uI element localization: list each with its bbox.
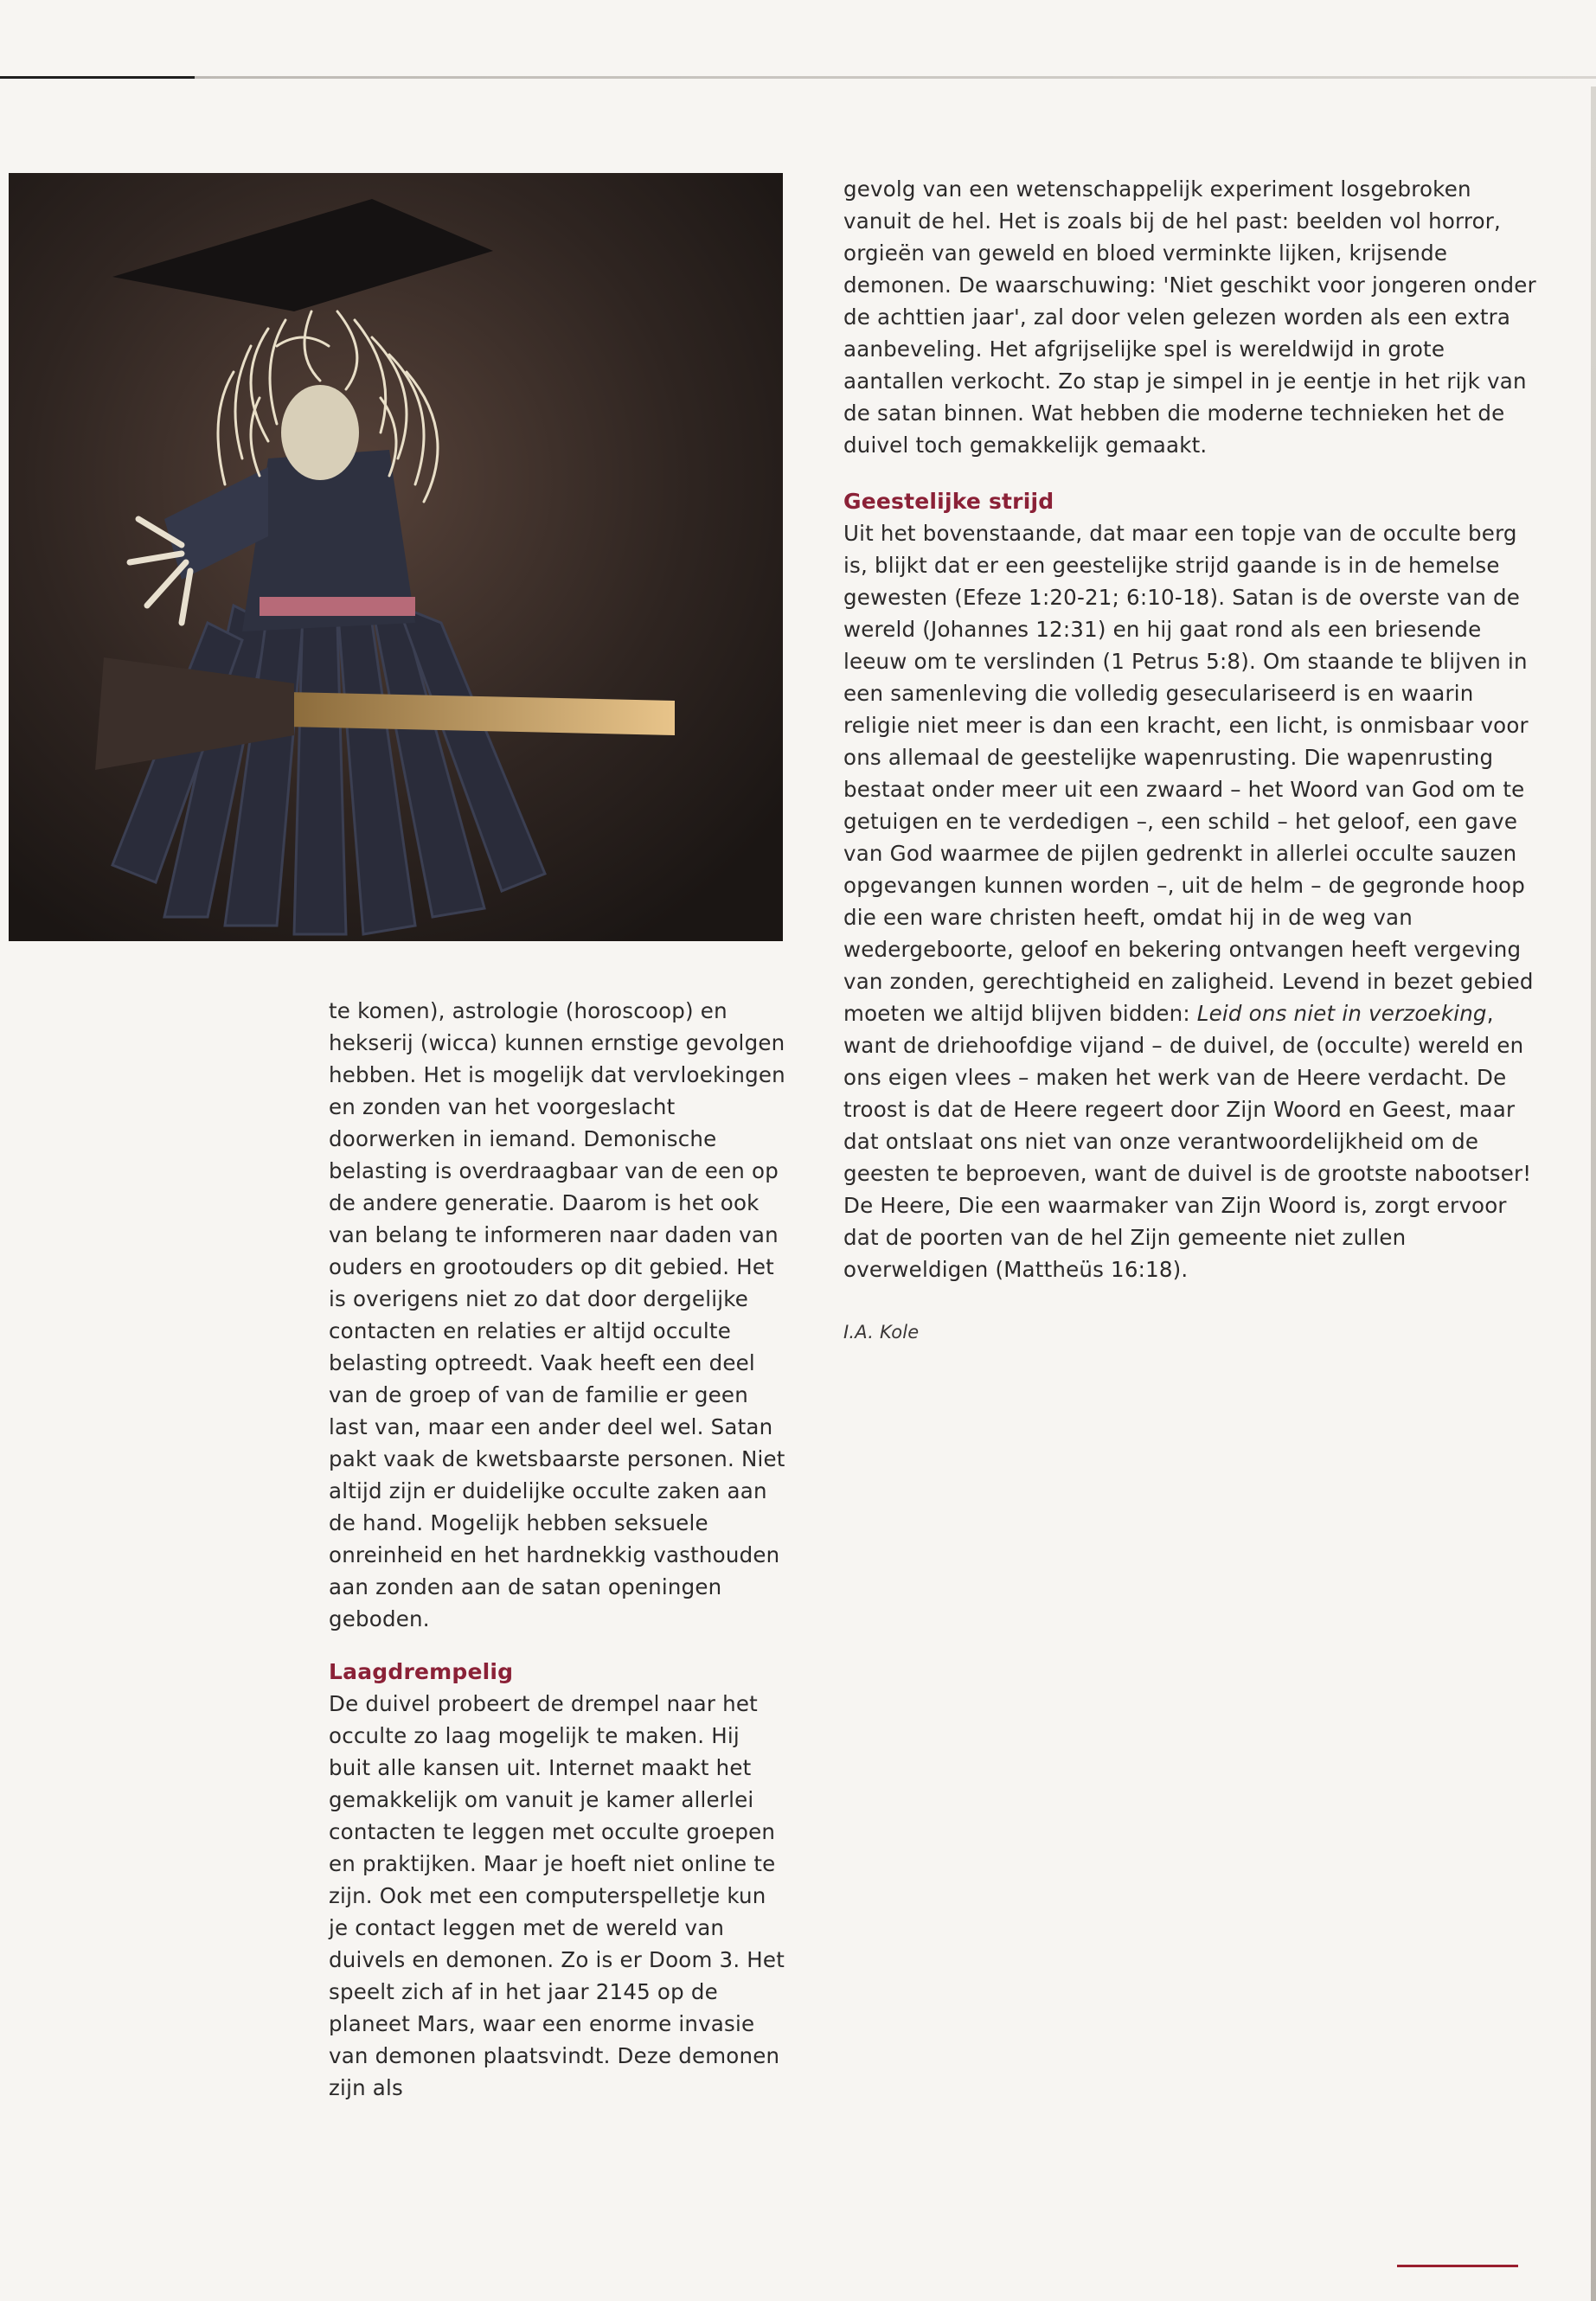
right-paragraph-2-part-a: Uit het bovenstaande, dat maar een topje van de occulte berg is, blijkt dat er een geestelijke strijd gaande is in de hemelse gewesten (Efeze 1:20-21; 6:10-18). Satan is de overste van de wereld (Johannes 12:31) en hij gaat rond als een briesende leeuw om te verslinden (1 Petrus 5:8). Om staande te blijven in een samenleving die volledig geseculariseerd is en waarin religie niet meer is dan een kracht, een licht, is onmisbaar voor ons allemaal de geestelijke wapenrusting. Die wapenrusting bestaat onder meer uit een zwaard – het Woord van God om te getuigen en te verdedigen –, een schild – het geloof, een gave van God waarmee de pijlen gedrenkt in allerlei occulte sauzen opgevangen kunnen worden –, uit de helm – de gegronde hoop die een ware christen heeft, omdat hij in de weg van wedergeboorte, geloof en bekering ontvangen heeft vergeving van zonden, gerechtigheid en zaligheid. Levend in bezet gebied moeten we altijd blijven bidden:: [843, 521, 1534, 1026]
page-edge-shadow: [1591, 87, 1596, 2301]
prayer-quote: Leid ons niet in verzoeking: [1196, 1001, 1487, 1026]
right-text-column: [843, 173, 1544, 1349]
author-credit: I.A. Kole: [843, 1322, 920, 1343]
witch-doll-photo: [9, 173, 783, 941]
top-rule: [0, 76, 1596, 79]
left-paragraph-2: De duivel probeert de drempel naar het occulte zo laag mogelijk te maken. Hij buit alle kansen uit. Internet maakt het gemakkelijk om vanuit je kamer allerlei contacten te leggen met occulte groepen en praktijken. Maar je hoeft niet online te zijn. Ook met een computerspelletje kun je contact leggen met de wereld van duivels en demonen. Zo is er Doom 3. Het speelt zich af in het jaar 2145 op de planeet Mars, waar een enorme invasie van demonen plaatsvindt. Deze demonen zijn als: [329, 1691, 785, 2100]
left-paragraph-1: te komen), astrologie (horoscoop) en hekserij (wicca) kunnen ernstige gevolgen hebben. Het is mogelijk dat vervloekingen en zonden van het voorgeslacht doorwerken in iemand. Demonische belasting is overdraagbaar van de een op de andere generatie. Daarom is het ook van belang te informeren naar daden van ouders en grootouders op dit gebied. Het is overigens niet zo dat door dergelijke contacten en relaties er altijd occulte belasting optreedt. Vaak heeft een deel van de groep of van de familie er geen last van, maar een ander deel wel. Satan pakt vaak de kwetsbaarste personen. Niet altijd zijn er duidelijke occulte zaken aan de hand. Mogelijk hebben seksuele onreinheid en het hardnekkig vasthouden aan zonden aan de satan openingen geboden.: [329, 998, 785, 1631]
right-paragraph-2-part-b: , want de driehoofdige vijand – de duivel, de (occulte) wereld en ons eigen vlees – maken het werk van de Heere verdacht. De troost is dat de Heere regeert door Zijn Woord en Geest, maar dat ontslaat ons niet van onze verantwoordelijkheid om de geesten te beproeven, want de duivel is de grootste nabootser! De Heere, Die een waarmaker van Zijn Woord is, zorgt ervoor dat de poorten van de hel Zijn gemeente niet zullen overweldigen (Mattheüs 16:18).: [843, 1001, 1532, 1282]
left-text-column: [329, 995, 787, 2104]
heading-geestelijke-strijd: Geestelijke strijd: [843, 489, 1054, 514]
bottom-accent-rule: [1397, 2265, 1518, 2267]
right-paragraph-2: [843, 517, 1544, 1285]
right-paragraph-1: gevolg van een wetenschappelijk experiment losgebroken vanuit de hel. Het is zoals bij de hel past: beelden vol horror, orgieën van geweld en bloed verminkte lijken, krijsende demonen. De waarschuwing: 'Niet geschikt voor jongeren onder de achttien jaar', zal door velen gelezen worden als een extra aanbeveling. Het afgrijselijke spel is wereldwijd in grote aantallen verkocht. Zo stap je simpel in je eentje in het rijk van de satan binnen. Wat hebben die moderne technieken het de duivel toch gemakkelijk gemaakt.: [843, 176, 1536, 458]
heading-laagdrempelig: Laagdrempelig: [329, 1659, 514, 1684]
witch-doll-illustration: [9, 173, 783, 941]
